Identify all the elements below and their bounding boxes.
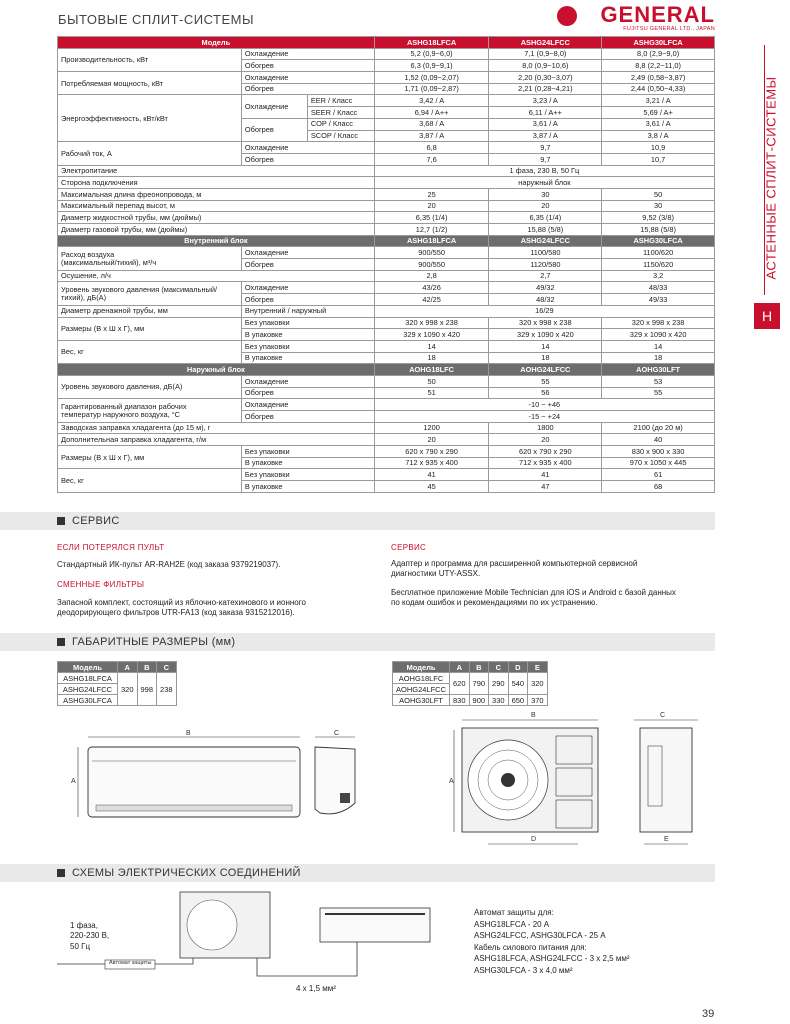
- cell: 9,52 (3/8): [602, 212, 715, 224]
- note-line: ASHG24LFCC, ASHG30LFCA - 25 А: [474, 931, 606, 941]
- table-row: [58, 446, 715, 458]
- cell: ASHG18LFCA: [374, 235, 489, 247]
- param-label: [58, 282, 242, 305]
- mode-label: В упаковке: [241, 352, 374, 364]
- cell: AOHG18LFC: [374, 364, 489, 376]
- cell: 6,8: [374, 142, 489, 154]
- indoor-unit-drawing: [70, 733, 360, 823]
- cell: 290: [489, 673, 509, 695]
- cell: 47: [489, 481, 602, 493]
- table-row: [58, 469, 715, 481]
- param-label-line: Уровень звукового давления (максимальный/: [61, 285, 218, 295]
- side-tab: H: [754, 303, 780, 329]
- param-label: Максимальная длина фреонопровода, м: [58, 188, 375, 200]
- model-name: AOHG30LFT: [393, 695, 450, 706]
- cell: ASHG24LFCC: [489, 235, 602, 247]
- service-band: [0, 512, 715, 530]
- brand-logo: [557, 2, 715, 36]
- dim-c: 238: [157, 673, 177, 706]
- table-row: [58, 317, 715, 329]
- dim-a: 320: [118, 673, 138, 706]
- col-a: A: [450, 662, 470, 673]
- fan-hub-icon: [501, 773, 515, 787]
- mode-label: Охлаждение: [241, 72, 374, 84]
- col-d: D: [508, 662, 528, 673]
- cell: 712 х 935 х 400: [489, 457, 602, 469]
- cell: 330: [489, 695, 509, 706]
- cell: 8,0 (2,9~9,0): [602, 48, 715, 60]
- service-text: [391, 559, 637, 580]
- cell: 5,2 (0,9~6,0): [374, 48, 489, 60]
- table-row: [58, 305, 715, 317]
- brand-subtitle: FUJITSU GENERAL LTD., JAPAN: [623, 26, 715, 32]
- param-label: Потребляемая мощность, кВт: [58, 72, 242, 95]
- mode-label: Обогрев: [241, 294, 374, 306]
- spec-table: [57, 36, 715, 493]
- param-label: Размеры (В х Ш х Г), мм: [58, 317, 242, 340]
- outdoor-dims-table: [392, 661, 548, 706]
- outdoor-unit-drawing: [448, 716, 708, 851]
- param-label: Осушение, л/ч: [58, 270, 375, 282]
- cell: 830 х 900 х 330: [602, 446, 715, 458]
- wiring-title: СХЕМЫ ЭЛЕКТРИЧЕСКИХ СОЕДИНЕНИЙ: [72, 867, 301, 879]
- cell: 6,35 (1/4): [489, 212, 602, 224]
- logo-mark-icon: [557, 6, 577, 26]
- section-square-icon: [57, 517, 65, 525]
- wiring-band: [0, 864, 715, 882]
- table-row: [58, 212, 715, 224]
- cell: 3,23 / A: [489, 95, 602, 107]
- mode-label: Без упаковки: [241, 317, 374, 329]
- table-row: [58, 48, 715, 60]
- mode-label: Охлаждение: [241, 282, 374, 294]
- page-number: 39: [702, 1008, 715, 1020]
- param-label: Диаметр дренажной трубы, мм: [58, 305, 242, 317]
- mode-label: Без упаковки: [241, 340, 374, 352]
- mode-label: Охлаждение: [241, 142, 374, 154]
- mode-label: Обогрев: [241, 411, 374, 423]
- cell: 1150/620: [602, 259, 715, 271]
- param-label-line: температур наружного воздуха, °С: [61, 409, 180, 419]
- col-b: B: [469, 662, 489, 673]
- cell: 20: [374, 200, 489, 212]
- mode-label: Обогрев: [241, 259, 374, 271]
- cell: 900/550: [374, 259, 489, 271]
- cell: 650: [508, 695, 528, 706]
- power-supply-label: [70, 921, 109, 952]
- service-text-line: Адаптер и программа для расширенной компьютерной сервисной: [391, 559, 638, 568]
- cell: 30: [602, 200, 715, 212]
- spec-header-row: [58, 37, 715, 49]
- cell: 320: [528, 673, 548, 695]
- mode-label: В упаковке: [241, 481, 374, 493]
- outdoor-title: Наружный блок: [58, 364, 375, 376]
- sub-label: SCOP / Класс: [307, 130, 374, 142]
- cell: 3,2: [602, 270, 715, 282]
- mode-label: Охлаждение: [241, 399, 374, 411]
- cell: 620 х 790 х 290: [374, 446, 489, 458]
- cell: 1120/580: [489, 259, 602, 271]
- param-label: Диаметр жидкостной трубы, мм (дюймы): [58, 212, 375, 224]
- header-col1: ASHG18LFCA: [374, 37, 489, 49]
- note-line: Кабель силового питания для:: [474, 942, 587, 952]
- cell: 48/33: [602, 282, 715, 294]
- cell: 20: [489, 200, 602, 212]
- indoor-dims-table: [57, 661, 177, 706]
- cell: 50: [602, 188, 715, 200]
- cell: 1200: [374, 422, 489, 434]
- cell: 8,0 (0,9~10,6): [489, 60, 602, 72]
- header-col2: ASHG24LFCC: [489, 37, 602, 49]
- cell: 50: [374, 375, 489, 387]
- cell: 14: [602, 340, 715, 352]
- filters-heading: СМЕННЫЕ ФИЛЬТРЫ: [57, 580, 145, 589]
- cell: 2,21 (0,28~4,21): [489, 83, 602, 95]
- sub-label: EER / Класс: [307, 95, 374, 107]
- brand-name: GENERAL: [600, 2, 715, 27]
- note-line: ASHG30LFCA - 3 х 4,0 мм²: [474, 965, 573, 975]
- cell: 900/550: [374, 247, 489, 259]
- param-label: Вес, кг: [58, 340, 242, 363]
- indoor-unit-side-detail: [340, 793, 350, 803]
- table-row: [58, 270, 715, 282]
- model-name: ASHG24LFCC: [58, 684, 118, 695]
- filters-text: [57, 598, 306, 619]
- table-row: [58, 224, 715, 236]
- cell: 320 х 998 х 238: [489, 317, 602, 329]
- interconnect-wire: [257, 942, 357, 976]
- cell: 9,7: [489, 153, 602, 165]
- cell: 48/32: [489, 294, 602, 306]
- cell: 49/32: [489, 282, 602, 294]
- app-text-line: по кодам ошибок и рекомендациями по их устранению.: [391, 598, 598, 608]
- wiring-notes: [474, 907, 630, 977]
- cell: 14: [374, 340, 489, 352]
- table-row: [58, 95, 715, 107]
- cell: 3,21 / A: [602, 95, 715, 107]
- app-text: [391, 588, 676, 609]
- page-title: БЫТОВЫЕ СПЛИТ-СИСТЕМЫ: [58, 12, 254, 27]
- mode-label: Обогрев: [241, 60, 374, 72]
- col-model: Модель: [393, 662, 450, 673]
- mode-label: В упаковке: [241, 457, 374, 469]
- table-row: [58, 72, 715, 84]
- table-row: [58, 177, 715, 189]
- cell: 3,8 / A: [602, 130, 715, 142]
- outdoor-header-row: [58, 364, 715, 376]
- cell: 7,1 (0,9~8,0): [489, 48, 602, 60]
- param-label-line: Расход воздуха: [61, 250, 115, 260]
- param-label-line: тихий), дБ(А): [61, 292, 107, 302]
- model-name: ASHG18LFCA: [58, 673, 118, 684]
- mode-label: Обогрев: [241, 118, 307, 141]
- table-row: [58, 247, 715, 259]
- note-line: ASHG18LFCA, ASHG24LFCC - 3 х 2,5 мм²: [474, 954, 630, 964]
- cell: 3,42 / A: [374, 95, 489, 107]
- header-col3: ASHG30LFCA: [602, 37, 715, 49]
- param-label: [58, 399, 242, 422]
- param-label: Вес, кг: [58, 469, 242, 492]
- dimensions-band: [0, 633, 715, 651]
- cell: -10 ~ +46: [374, 399, 714, 411]
- cell: 55: [602, 387, 715, 399]
- filters-text-line: деодорирующего фильтров UTR-FA13 (код заказа 9315212016).: [57, 608, 295, 618]
- cell: 620 х 790 х 290: [489, 446, 602, 458]
- cell: 41: [374, 469, 489, 481]
- label-c: C: [334, 730, 340, 737]
- cell: 45: [374, 481, 489, 493]
- cell: 49/33: [602, 294, 715, 306]
- cable-label: 4 х 1,5 мм²: [296, 984, 336, 993]
- table-row: [58, 422, 715, 434]
- mode-label: Обогрев: [241, 387, 374, 399]
- param-label: Энергоэффективность, кВт/кВт: [58, 95, 242, 142]
- table-row: [58, 165, 715, 177]
- table-row: [58, 188, 715, 200]
- service-text-line: диагностики UTY-ASSX.: [391, 569, 481, 579]
- label-d: D: [531, 836, 537, 843]
- cell: 6,35 (1/4): [374, 212, 489, 224]
- cell: наружный блок: [374, 177, 714, 189]
- note-line: Автомат защиты для:: [474, 908, 554, 917]
- cell: 320 х 998 х 238: [374, 317, 489, 329]
- col-c: C: [157, 662, 177, 673]
- cell: 41: [489, 469, 602, 481]
- cell: 25: [374, 188, 489, 200]
- param-label: Электропитание: [58, 165, 375, 177]
- col-b: B: [137, 662, 157, 673]
- cell: 9,7: [489, 142, 602, 154]
- cell: 329 х 1090 х 420: [489, 329, 602, 341]
- cell: 2,44 (0,50~4,33): [602, 83, 715, 95]
- cell: 20: [489, 434, 602, 446]
- cell: 43/26: [374, 282, 489, 294]
- indoor-unit-side: [315, 747, 355, 814]
- cell: 6,11 / A++: [489, 107, 602, 119]
- phase-line: 50 Гц: [70, 941, 91, 951]
- mode-label: Без упаковки: [241, 469, 374, 481]
- cell: 10,9: [602, 142, 715, 154]
- cell: 20: [374, 434, 489, 446]
- cell: 2,49 (0,58~3,87): [602, 72, 715, 84]
- label-e: E: [664, 836, 669, 843]
- col-e: E: [528, 662, 548, 673]
- param-label: Диаметр газовой трубы, мм (дюймы): [58, 224, 375, 236]
- cell: AOHG30LFT: [602, 364, 715, 376]
- cell: 56: [489, 387, 602, 399]
- header-model: Модель: [58, 37, 375, 49]
- sub-label: COP / Класс: [307, 118, 374, 130]
- mode-label: Охлаждение: [241, 95, 307, 118]
- param-label: Уровень звукового давления, дБ(А): [58, 375, 242, 398]
- mode-label: Обогрев: [241, 83, 374, 95]
- cell: ASHG30LFCA: [602, 235, 715, 247]
- cell: 2,20 (0,30~3,07): [489, 72, 602, 84]
- cell: 2100 (до 20 м): [602, 422, 715, 434]
- param-label: Максимальный перепад высот, м: [58, 200, 375, 212]
- mode-label: Охлаждение: [241, 375, 374, 387]
- cell: 830: [450, 695, 470, 706]
- param-label-line: (максимальный/тихий), м³/ч: [61, 257, 157, 267]
- param-label: Производительность, кВт: [58, 48, 242, 71]
- cell: 1100/620: [602, 247, 715, 259]
- mode-label: Охлаждение: [241, 48, 374, 60]
- cell: 540: [508, 673, 528, 695]
- dimensions-title: ГАБАРИТНЫЕ РАЗМЕРЫ (мм): [72, 636, 236, 648]
- cell: 1,52 (0,09~2,07): [374, 72, 489, 84]
- cell: 329 х 1090 х 420: [602, 329, 715, 341]
- wiring-diagram: [57, 884, 467, 1004]
- table-row: [58, 399, 715, 411]
- cell: 5,69 / A+: [602, 107, 715, 119]
- lost-remote-text: Стандартный ИК-пульт AR-RAH2E (код заказа 9379219037).: [57, 560, 281, 569]
- section-square-icon: [57, 869, 65, 877]
- mode-label: Обогрев: [241, 153, 374, 165]
- cell: 53: [602, 375, 715, 387]
- table-row: [58, 200, 715, 212]
- cell: 620: [450, 673, 470, 695]
- param-label-line: Гарантированный диапазон рабочих: [61, 402, 187, 412]
- cell: AOHG24LFCC: [489, 364, 602, 376]
- lost-remote-heading: ЕСЛИ ПОТЕРЯЛСЯ ПУЛЬТ: [57, 543, 165, 552]
- cell: 1,71 (0,09~2,87): [374, 83, 489, 95]
- phase-line: 220-230 В,: [70, 931, 110, 941]
- cell: 61: [602, 469, 715, 481]
- cell: 900: [469, 695, 489, 706]
- col-c: C: [489, 662, 509, 673]
- table-row: [58, 375, 715, 387]
- cell: 3,87 / A: [374, 130, 489, 142]
- mode-label: В упаковке: [241, 329, 374, 341]
- filters-text-line: Запасной комплект, состоящий из яблочно-катехинового и ионного: [57, 598, 306, 607]
- cell: 970 х 1050 х 445: [602, 457, 715, 469]
- cell: 712 х 935 х 400: [374, 457, 489, 469]
- cell: 3,61 / A: [489, 118, 602, 130]
- model-name: AOHG18LFC: [393, 673, 450, 684]
- indoor-unit-vent: [96, 805, 292, 811]
- cell: -15 ~ +24: [374, 411, 714, 423]
- cell: 42/25: [374, 294, 489, 306]
- param-label: Рабочий ток, А: [58, 142, 242, 165]
- cell: 1 фаза, 230 В, 50 Гц: [374, 165, 714, 177]
- model-name: ASHG30LFCA: [58, 695, 118, 706]
- note-line: ASHG18LFCA - 20 А: [474, 919, 550, 929]
- table-row: [58, 142, 715, 154]
- cell: 68: [602, 481, 715, 493]
- cell: 18: [374, 352, 489, 364]
- param-label: Размеры (В х Ш х Г), мм: [58, 446, 242, 469]
- fan-icon: [187, 900, 237, 950]
- cell: 15,88 (5/8): [602, 224, 715, 236]
- cell: 12,7 (1/2): [374, 224, 489, 236]
- cell: 51: [374, 387, 489, 399]
- section-square-icon: [57, 638, 65, 646]
- table-row: [58, 434, 715, 446]
- param-label: Дополнительная заправка хладагента, г/м: [58, 434, 375, 446]
- cell: 1800: [489, 422, 602, 434]
- label-a: A: [449, 778, 454, 785]
- cell: 18: [602, 352, 715, 364]
- label-a: A: [71, 778, 76, 785]
- model-name: AOHG24LFCC: [393, 684, 450, 695]
- cell: 2,7: [489, 270, 602, 282]
- mode-label: Охлаждение: [241, 247, 374, 259]
- dim-b: 998: [137, 673, 157, 706]
- cell: 6,94 / A++: [374, 107, 489, 119]
- phase-line: 1 фаза,: [70, 921, 98, 930]
- cell: 3,68 / A: [374, 118, 489, 130]
- cell: 3,87 / A: [489, 130, 602, 142]
- cell: 30: [489, 188, 602, 200]
- cell: 2,8: [374, 270, 489, 282]
- label-c: C: [660, 712, 666, 719]
- cell: 40: [602, 434, 715, 446]
- cell: 18: [489, 352, 602, 364]
- indoor-title: Внутренний блок: [58, 235, 375, 247]
- cell: 3,61 / A: [602, 118, 715, 130]
- col-model: Модель: [58, 662, 118, 673]
- indoor-header-row: [58, 235, 715, 247]
- mode-label: Без упаковки: [241, 446, 374, 458]
- cell: 10,7: [602, 153, 715, 165]
- cell: 370: [528, 695, 548, 706]
- cell: 16/29: [374, 305, 714, 317]
- param-label: Сторона подключения: [58, 177, 375, 189]
- col-a: A: [118, 662, 138, 673]
- cell: 15,88 (5/8): [489, 224, 602, 236]
- side-label-text: АСТЕННЫЕ СПЛИТ-СИСТЕМЫ: [763, 76, 779, 280]
- label-b: B: [531, 712, 536, 719]
- app-text-line: Бесплатное приложение Mobile Technician для iOS и Android с базой данных: [391, 588, 676, 597]
- side-section-label: [760, 45, 784, 324]
- breaker-label: Автомат защиты: [109, 960, 152, 966]
- param-label: [58, 247, 242, 270]
- cell: 8,8 (2,2~11,0): [602, 60, 715, 72]
- param-label: Заводская заправка хладагента (до 15 м), г: [58, 422, 375, 434]
- cell: 55: [489, 375, 602, 387]
- cell: 14: [489, 340, 602, 352]
- cell: 6,3 (0,9~9,1): [374, 60, 489, 72]
- cell: 7,6: [374, 153, 489, 165]
- cell: 790: [469, 673, 489, 695]
- cell: 329 х 1090 х 420: [374, 329, 489, 341]
- label-b: B: [186, 730, 191, 737]
- cell: 1100/580: [489, 247, 602, 259]
- service-heading: СЕРВИС: [391, 543, 427, 552]
- cell: 320 х 998 х 238: [602, 317, 715, 329]
- service-title: СЕРВИС: [72, 515, 120, 527]
- table-row: [58, 282, 715, 294]
- sub-label: SEER / Класс: [307, 107, 374, 119]
- table-row: [58, 340, 715, 352]
- mode-label: Внутренний / наружный: [241, 305, 374, 317]
